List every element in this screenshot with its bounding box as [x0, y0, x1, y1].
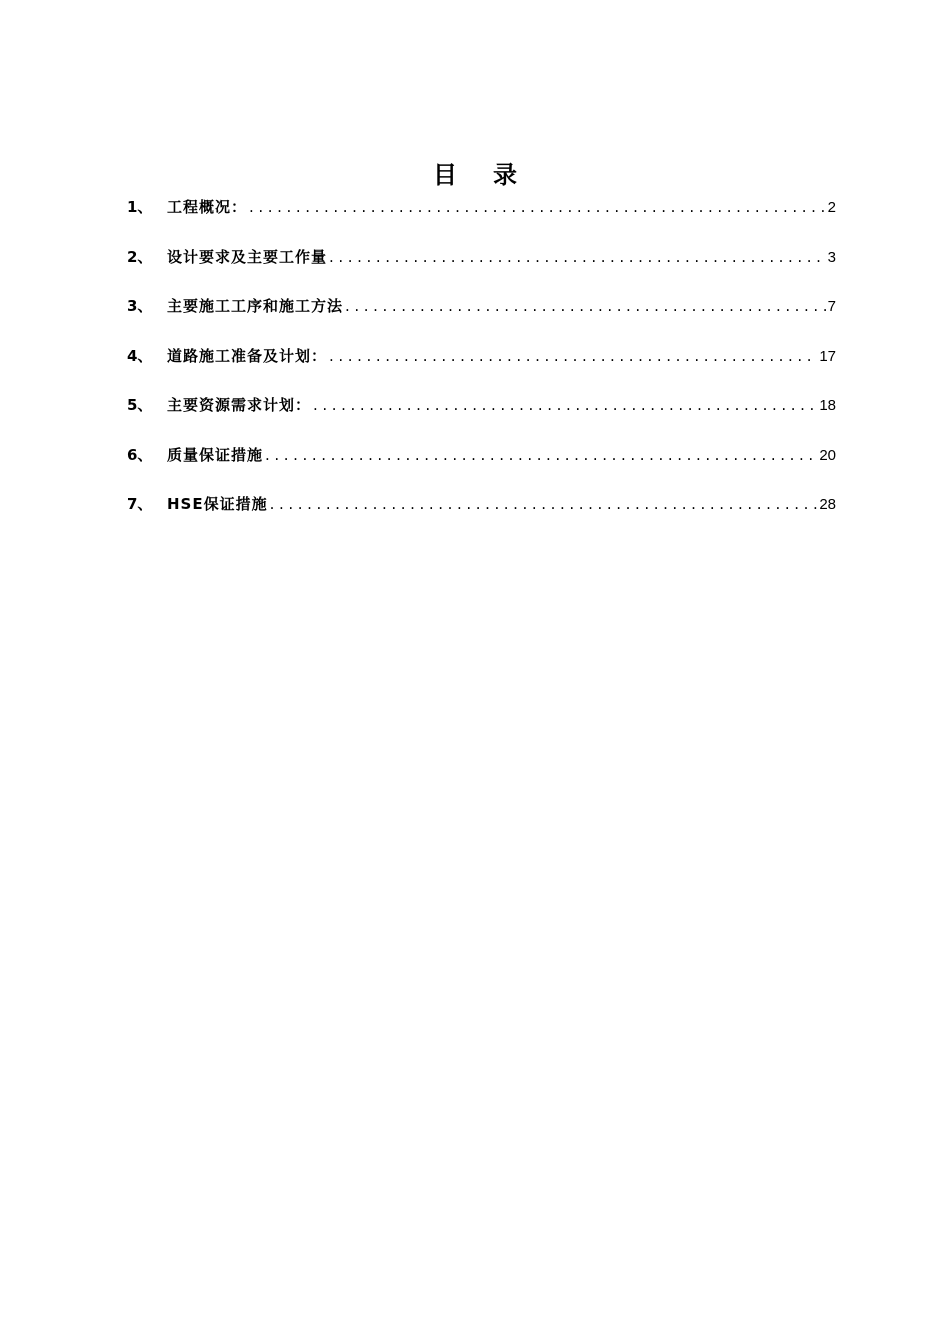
toc-entry-page: 2	[827, 199, 836, 216]
toc-title-char-1: 目	[433, 161, 457, 189]
toc-entry-text: 工程概况：	[167, 198, 248, 216]
toc-entry-number: 4、	[127, 346, 153, 365]
toc-entry-text: 设计要求及主要工作量	[167, 247, 328, 266]
toc-dot-leader	[345, 295, 826, 317]
toc-entry-number: 2、	[127, 247, 153, 266]
toc-entry-page: 7	[827, 298, 836, 315]
toc-entry-text: 质量保证措施	[167, 445, 264, 464]
toc-dot-leader	[329, 246, 826, 268]
toc-entry-page: 28	[819, 496, 836, 513]
toc-entry-text: 主要资源需求计划：	[167, 396, 312, 414]
toc-entry-number: 7、	[127, 495, 153, 513]
toc-title-char-2: 录	[493, 161, 517, 189]
toc-entry-page: 17	[819, 347, 836, 365]
toc-dot-leader	[265, 444, 817, 466]
toc-entry-5[interactable]	[127, 394, 836, 444]
toc-dot-leader	[249, 196, 826, 218]
toc-dot-leader	[329, 345, 817, 367]
toc-entry-number: 5、	[127, 396, 153, 414]
toc-entry-3[interactable]	[127, 295, 836, 345]
toc-title	[0, 155, 950, 190]
toc-entry-page: 20	[819, 446, 836, 464]
toc-entry-text: 主要施工工序和施工方法	[167, 297, 344, 315]
toc-entry-number: 1、	[127, 198, 153, 216]
toc-entry-page: 3	[827, 248, 836, 266]
toc-entry-4[interactable]	[127, 345, 836, 395]
toc-entry-text: 道路施工准备及计划：	[167, 346, 328, 365]
toc-entry-1[interactable]	[127, 196, 836, 246]
toc-entry-page: 18	[819, 397, 836, 414]
toc-dot-leader	[313, 394, 817, 416]
toc-entry-6[interactable]	[127, 444, 836, 494]
toc-list	[127, 196, 836, 543]
toc-entry-7[interactable]	[127, 493, 836, 543]
toc-entry-2[interactable]	[127, 246, 836, 296]
toc-entry-number: 3、	[127, 297, 153, 315]
toc-entry-text: HSE保证措施	[167, 495, 268, 513]
toc-dot-leader	[270, 493, 818, 515]
toc-entry-number: 6、	[127, 445, 153, 464]
